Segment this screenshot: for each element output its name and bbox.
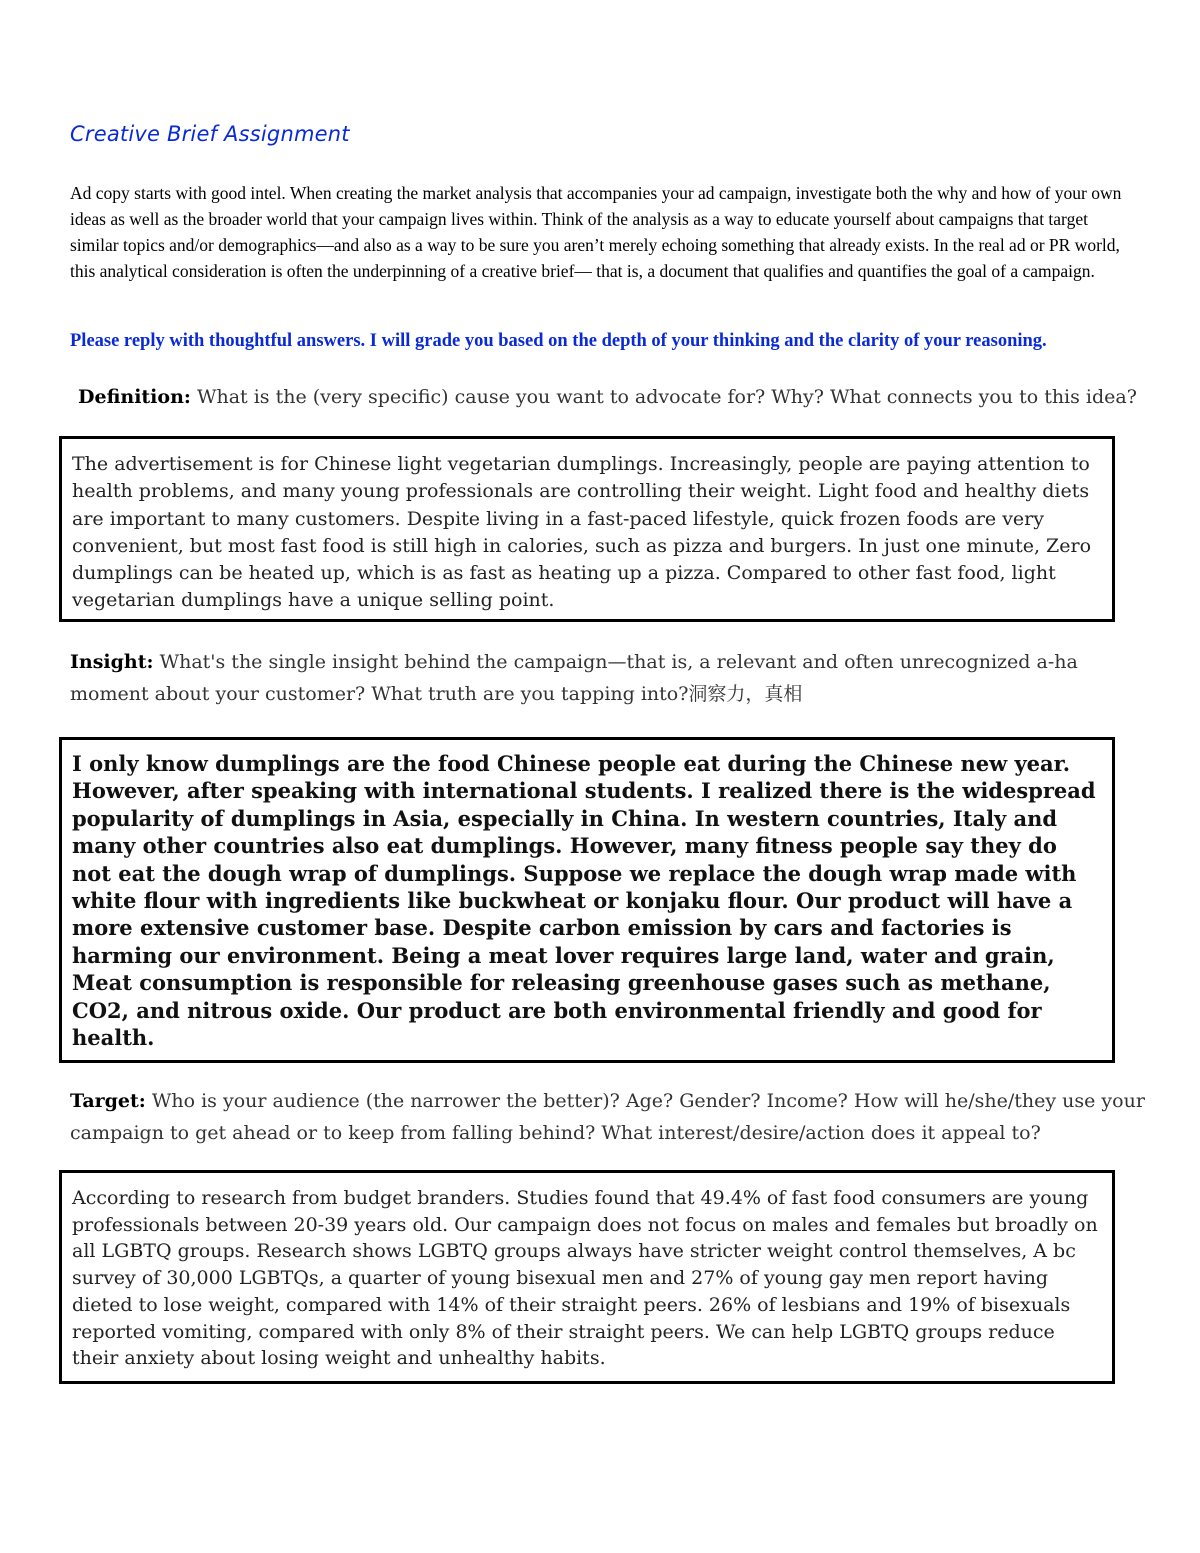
definition-question [78,381,1178,413]
insight-label: Insight: [70,651,154,673]
grading-instruction: Please reply with thoughtful answers. I will grade you based on the depth of your thinking and the clarity of your reasoning. [70,331,1047,351]
definition-question-text: What is the (very specific) cause you want to advocate for? Why? What connects you to this idea? [196,386,1137,408]
insight-answer-box: I only know dumplings are the food Chinese people eat during the Chinese new year. However, after speaking with international students. I realized there is the widespread popularity of dumplings in Asia, especially in China. In western countries, Italy and many other countries also eat dumplings. However, many fitness people say they do not eat the dough wrap of dumplings. Suppose we replace the dough wrap made with white flour with ingredients like buckwheat or konjaku flour. Our product will have a more extensive customer base. Despite carbon emission by cars and factories is harming our environment. Being a meat lover requires large land, water and grain, Meat consumption is responsible for releasing greenhouse gases such as methane, CO2, and nitrous oxide. Our product are both environmental friendly and good for health. [59,737,1115,1063]
intro-paragraph: Ad copy starts with good intel. When creating the market analysis that accompanies your ad campaign, investigate both the why and how of your own ideas as well as the broader world that your campaign lives within. Think of the analysis as a way to educate yourself about campaigns that target similar topics and/or demographics—and also as a way to be sure you aren’t merely echoing something that already exists. In the real ad or PR world, this analytical consideration is often the underpinning of a creative brief— that is, a document that qualifies and quantifies the goal of a campaign. [70,183,1122,281]
target-question-text: Who is your audience (the narrower the better)? Age? Gender? Income? How will he/she/they use your campaign to get ahead or to keep from falling behind? What interest/desire/action does it appeal to? [70,1090,1145,1144]
insight-question-text: What's the single insight behind the campaign—that is, a relevant and often unrecognized a-ha moment about your customer? What truth are you tapping into?洞察力，真相 [70,651,1078,705]
document-title: Creative Brief Assignment [70,122,350,146]
insight-question [70,646,1130,710]
target-answer-box: According to research from budget branders. Studies found that 49.4% of fast food consumers are young professionals between 20-39 years old. Our campaign does not focus on males and females but broadly on all LGBTQ groups. Research shows LGBTQ groups always have stricter weight control themselves, A bc survey of 30,000 LGBTQs, a quarter of young bisexual men and 27% of young gay men report having dieted to lose weight, compared with 14% of their straight peers. 26% of lesbians and 19% of bisexuals reported vomiting, compared with only 8% of their straight peers. We can help LGBTQ groups reduce their anxiety about losing weight and unhealthy habits. [59,1170,1115,1384]
definition-label: Definition: [78,386,191,408]
target-label: Target: [70,1090,146,1112]
target-question [70,1085,1150,1149]
definition-answer-box: The advertisement is for Chinese light vegetarian dumplings. Increasingly, people are paying attention to health problems, and many young professionals are controlling their weight. Light food and healthy diets are important to many customers. Despite living in a fast-paced lifestyle, quick frozen foods are very convenient, but most fast food is still high in calories, such as pizza and burgers. In just one minute, Zero dumplings can be heated up, which is as fast as heating up a pizza. Compared to other fast food, light vegetarian dumplings have a unique selling point. [59,436,1115,622]
